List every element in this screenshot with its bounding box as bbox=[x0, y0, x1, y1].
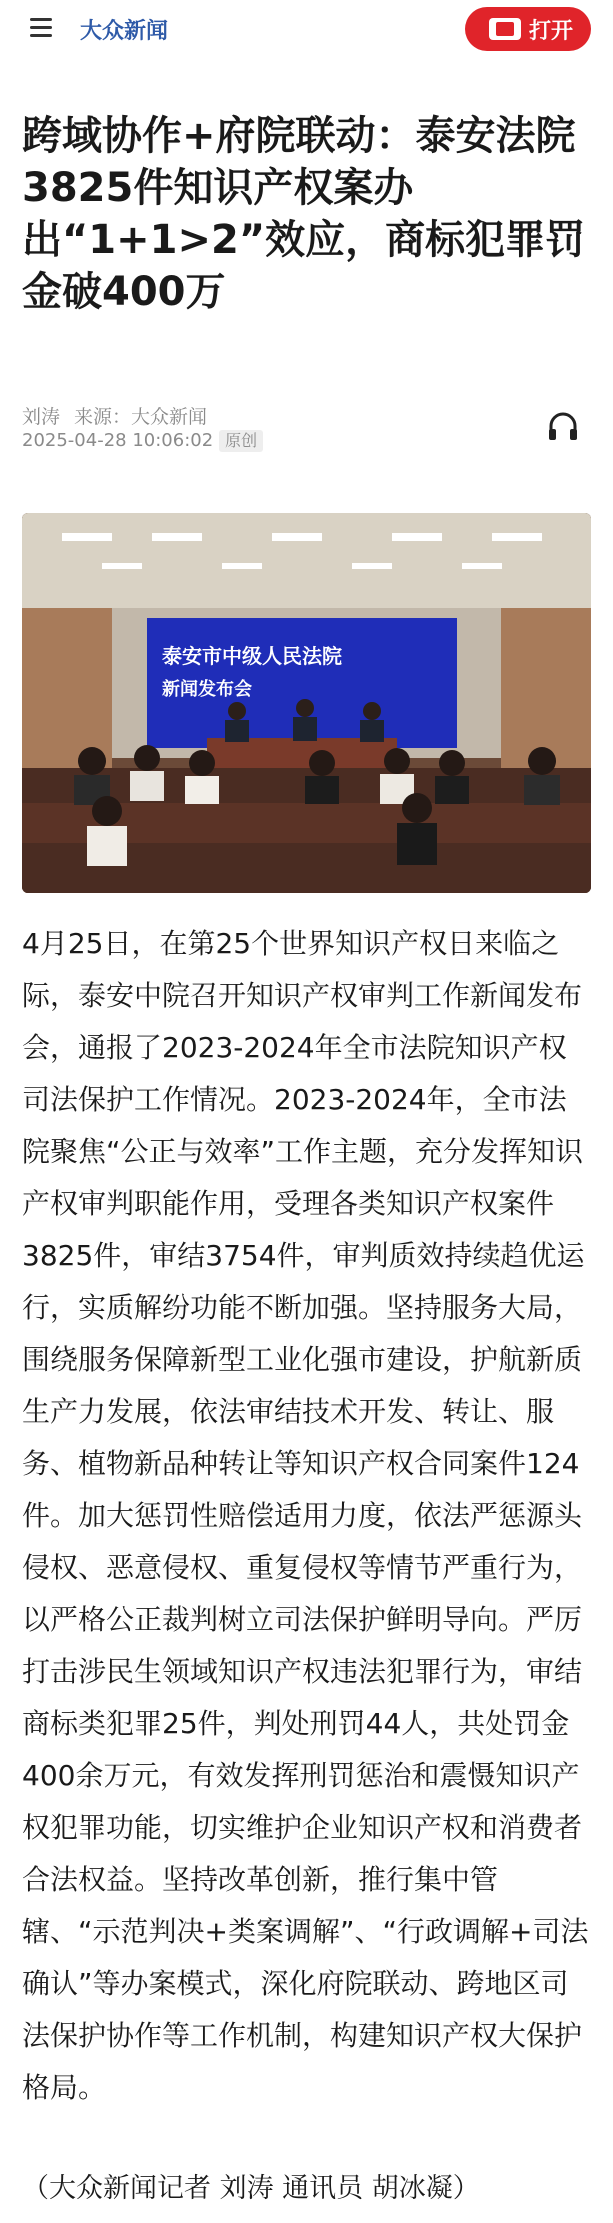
article-source: 来源：大众新闻 bbox=[74, 406, 208, 428]
photo-screen-text-1: 泰安市中级人民法院 bbox=[162, 644, 342, 668]
article-body: 4月25日，在第25个世界知识产权日来临之际，泰安中院召开知识产权审判工作新闻发布会，通报了2023-2024年全市法院知识产权司法保护工作情况。2023-2024年，全市法院聚焦“公正与效率”工作主题，充分发挥知识产权审判职能作用，受理各类知识产权案件3825件，审结3754件，审判质效持续趋优运行，实质解纷功能不断加强。坚持服务大局，围绕服务保障新型工业化强市建设，护航新质生产力发展，依法审结技术开发、转让、服务、植物新品种转让等知识产权合同案件124件。加大惩罚性赔偿适用力度，依法严惩源头侵权、恶意侵权、重复侵权等情节严重行为，以严格公正裁判树立司法保护鲜明导向。严厉打击涉民生领域知识产权违法犯罪行为，审结商标类犯罪25件，判处刑罚44人，共处罚金400余万元，有效发挥刑罚惩治和震慑知识产权犯罪功能，切实维护企业知识产权和消费者合法权益。坚持改革创新，推行集中管辖、“示范判决+类案调解”、“行政调解+司法确认”等办案模式，深化府院联动、跨地区司法保护协作等工作机制，构建知识产权大保护格局。 bbox=[22, 927, 589, 2104]
brand-name[interactable]: 大众新闻 bbox=[80, 19, 169, 44]
open-button-label: 打开 bbox=[529, 19, 574, 44]
publish-datetime: 2025-04-28 10:06:02 bbox=[22, 430, 214, 451]
photo-screen-text-2: 新闻发布会 bbox=[162, 679, 252, 700]
reporter-byline: （大众新闻记者 刘涛 通讯员 胡冰凝） bbox=[22, 2173, 480, 2204]
open-app-button[interactable] bbox=[465, 7, 591, 51]
article-title: 跨域协作+府院联动：泰安法院3825件知识产权案办出“1+1>2”效应，商标犯罪罚金破400万 bbox=[22, 113, 586, 315]
press-conference-photo bbox=[22, 513, 591, 893]
top-bar bbox=[0, 0, 613, 58]
author-name[interactable]: 刘涛 bbox=[22, 406, 61, 428]
article-date-row bbox=[22, 430, 263, 452]
app-logo-icon bbox=[489, 18, 521, 40]
original-badge: 原创 bbox=[219, 430, 263, 452]
menu-icon[interactable] bbox=[30, 18, 52, 38]
headphone-icon[interactable] bbox=[545, 408, 581, 444]
article-meta bbox=[22, 402, 221, 429]
